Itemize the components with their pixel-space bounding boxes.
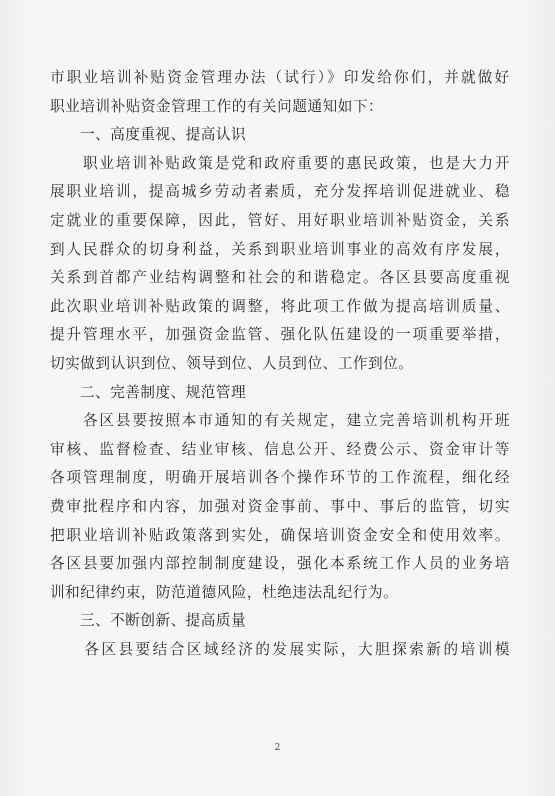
page-number: 2 [274, 743, 281, 753]
body-line: 各项管理制度，明确开展培训各个操作环节的工作流程，细化经 [50, 469, 510, 487]
body-line: 到人民群众的切身利益，关系到职业培训事业的高效有序发展， [50, 240, 510, 258]
body-line: 各区县要加强内部控制制度建设，强化本系统工作人员的业务培 [50, 555, 510, 573]
section-heading: 二、完善制度、规范管理 [80, 383, 247, 401]
document-body [50, 64, 510, 664]
body-line: 切实做到认识到位、领导到位、人员到位、工作到位。 [50, 354, 414, 372]
section-heading: 三、不断创新、提高质量 [80, 612, 247, 630]
body-line: 训和纪律约束，防范道德风险，杜绝违法乱纪行为。 [50, 583, 399, 601]
body-line: 展职业培训，提高城乡劳动者素质，充分发挥培训促进就业、稳 [50, 183, 510, 201]
body-line: 关系到首都产业结构调整和社会的和谐稳定。各区县要高度重视 [50, 269, 510, 287]
body-line: 各区县要结合区域经济的发展实际，大胆探索新的培训模 [50, 640, 510, 658]
body-line: 职业培训补贴资金管理工作的有关问题通知如下： [50, 97, 384, 115]
body-line: 职业培训补贴政策是党和政府重要的惠民政策，也是大力开 [50, 154, 510, 172]
body-line: 各区县要按照本市通知的有关规定，建立完善培训机构开班 [50, 412, 510, 430]
body-line: 市职业培训补贴资金管理办法（试行）》印发给你们，并就做好 [50, 69, 510, 86]
section-heading: 一、高度重视、提高认识 [80, 126, 247, 144]
body-line: 审核、监督检查、结业审核、信息公开、经费公示、资金审计等 [50, 440, 510, 458]
body-line: 费审批程序和内容，加强对资金事前、事中、事后的监管，切实 [50, 497, 510, 515]
body-line: 此次职业培训补贴政策的调整，将此项工作做为提高培训质量、 [50, 297, 510, 315]
body-line: 提升管理水平，加强资金监管、强化队伍建设的一项重要举措， [50, 326, 510, 344]
body-line: 定就业的重要保障，因此，管好、用好职业培训补贴资金，关系 [50, 211, 510, 229]
body-line: 把职业培训补贴政策落到实处，确保培训资金安全和使用效率。 [50, 526, 510, 544]
